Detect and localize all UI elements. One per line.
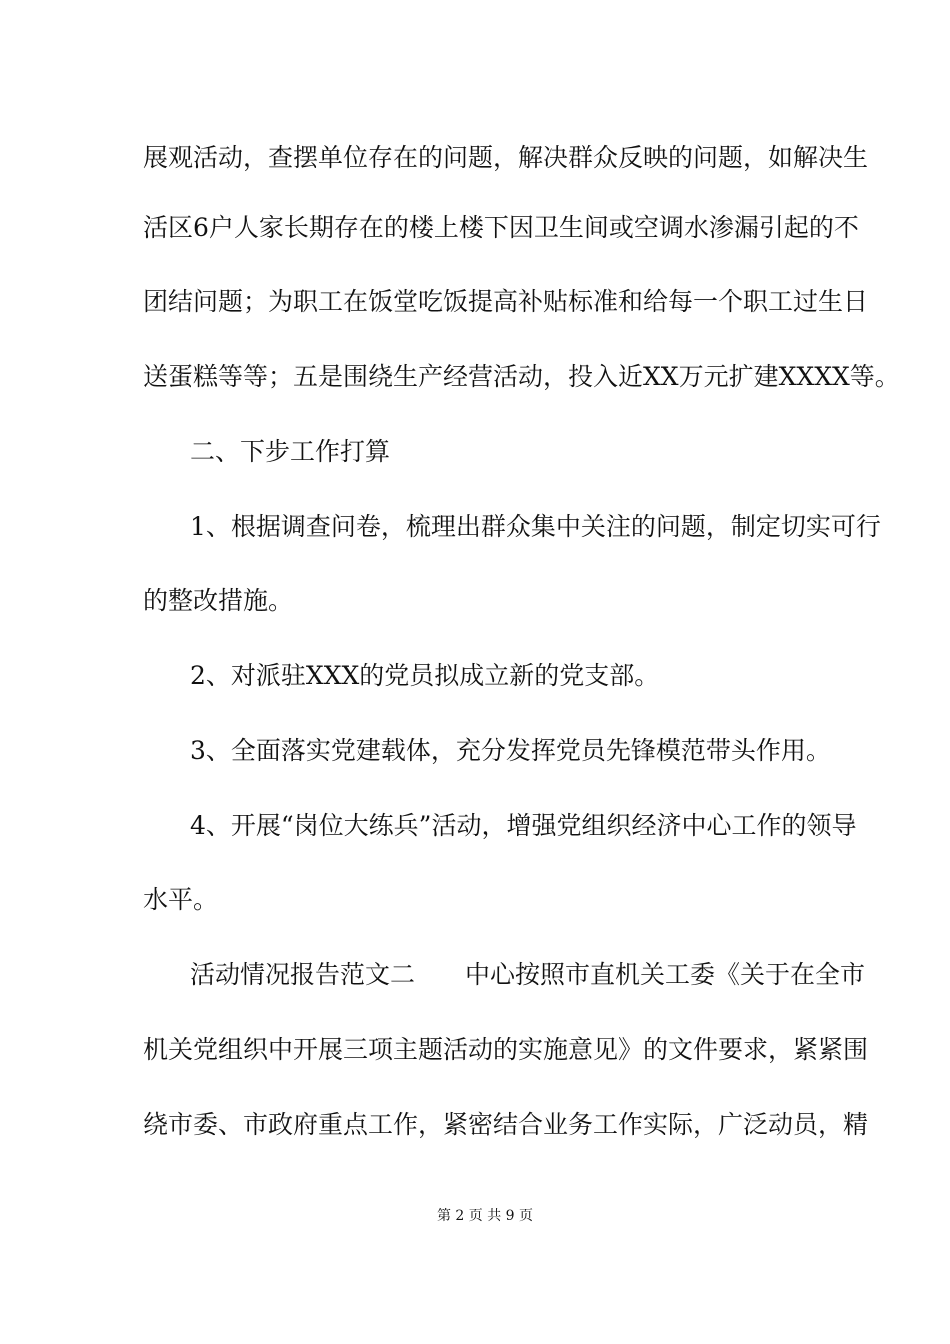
report-title-line: 活动情况报告范文二 中心按照市直机关工委《关于在全市	[190, 960, 866, 989]
body-text-line: 水平。	[143, 885, 219, 914]
body-text-line: 团结问题；为职工在饭堂吃饭提高补贴标准和给每一个职工过生日	[143, 287, 869, 316]
list-item-2: 2、对派驻XXX的党员拟成立新的党支部。	[190, 661, 660, 690]
body-text-line: 活区6户人家长期存在的楼上楼下因卫生间或空调水渗漏引起的不	[143, 213, 859, 242]
body-text-line: 绕市委、市政府重点工作，紧密结合业务工作实际，广泛动员，精	[143, 1110, 869, 1139]
body-text-line: 的整改措施。	[143, 586, 294, 615]
body-text-line: 机关党组织中开展三项主题活动的实施意见》的文件要求，紧紧围	[143, 1035, 869, 1064]
section-heading: 二、下步工作打算	[190, 437, 391, 466]
body-text-line: 送蛋糕等等；五是围绕生产经营活动，投入近XX万元扩建XXXX等。	[143, 362, 900, 391]
body-text-line: 展观活动，查摆单位存在的问题，解决群众反映的问题，如解决生	[143, 143, 869, 172]
list-item-3: 3、全面落实党建载体，充分发挥党员先锋模范带头作用。	[190, 736, 831, 765]
page-number-footer: 第 2 页 共 9 页	[436, 1208, 534, 1224]
list-item-1: 1、根据调查问卷，梳理出群众集中关注的问题，制定切实可行	[190, 512, 881, 541]
list-item-4: 4、开展“岗位大练兵”活动，增强党组织经济中心工作的领导	[190, 811, 857, 840]
